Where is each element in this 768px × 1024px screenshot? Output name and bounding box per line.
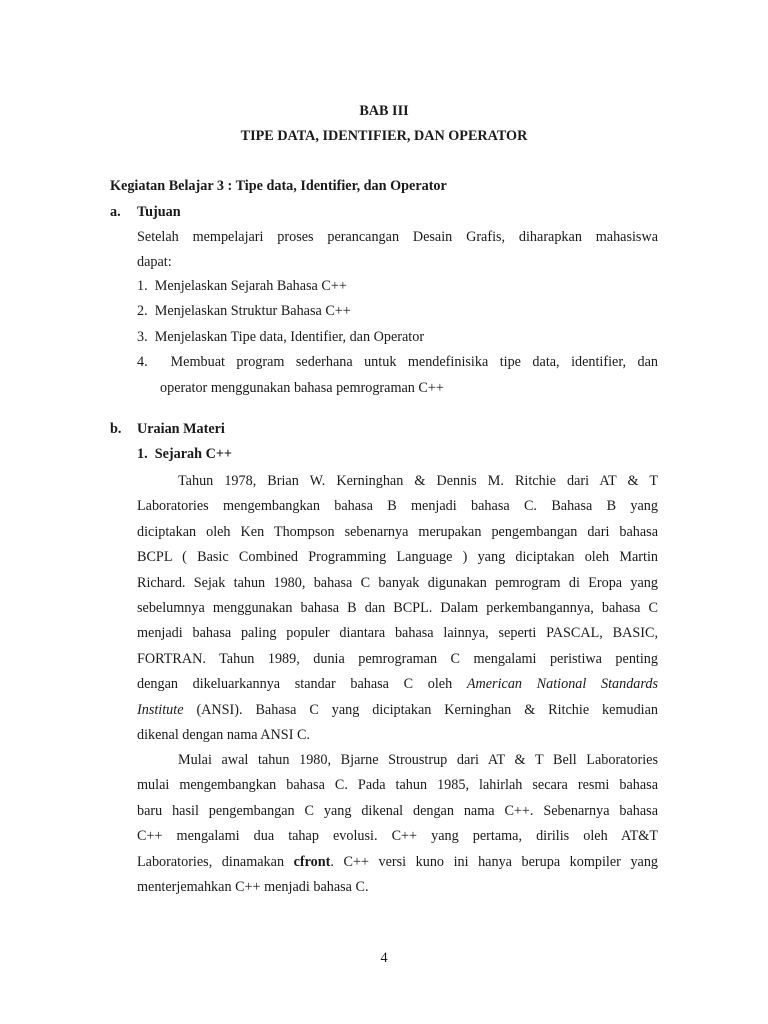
objective-item: 4. Membuat program sederhana untuk mendefinisika tipe data, identifier, dan	[137, 354, 658, 370]
objective-item: 1. Menjelaskan Sejarah Bahasa C++	[137, 278, 347, 294]
paragraph-line: Tahun 1978, Brian W. Kerninghan & Dennis M. Ritchie dari AT & T	[178, 473, 658, 489]
paragraph-line: Mulai awal tahun 1980, Bjarne Stroustrup dari AT & T Bell Laboratories	[178, 752, 658, 768]
history-paragraph-2	[137, 748, 658, 900]
line-text: dengan dikeluarkannya standar bahasa C oleh	[137, 676, 453, 693]
activity-heading: Kegiatan Belajar 3 : Tipe data, Identifier, dan Operator	[110, 178, 447, 194]
section-b-marker: b.	[110, 421, 122, 437]
paragraph-line: C++ mengalami dua tahap evolusi. C++ yang pertama, dirilis oleh AT&T	[137, 828, 658, 845]
paragraph-line: Richard. Sejak tahun 1980, bahasa C banyak digunakan pemrogram di Eropa yang	[137, 574, 658, 591]
paragraph-line	[137, 698, 658, 723]
paragraph-line: mulai mengembangkan bahasa C. Pada tahun 1985, lahirlah secara resmi bahasa	[137, 777, 658, 794]
objective-item: 3. Menjelaskan Tipe data, Identifier, dan Operator	[137, 329, 425, 345]
section-a-heading: Tujuan	[137, 204, 181, 220]
subsection-heading: 1. Sejarah C++	[137, 446, 232, 462]
cfront-term: cfront	[293, 853, 331, 870]
paragraph-line: FORTRAN. Tahun 1989, dunia pemrograman C mengalami peristiwa penting	[137, 650, 658, 667]
paragraph-line: sebelumnya menggunakan bahasa B dan BCPL. Dalam perkembangannya, bahasa C	[137, 599, 658, 616]
section-b-heading: Uraian Materi	[137, 421, 225, 437]
ansi-name-italic: Institute	[137, 701, 184, 718]
chapter-title: TIPE DATA, IDENTIFIER, DAN OPERATOR	[240, 128, 528, 144]
paragraph-line: menjadi bahasa paling populer diantara bahasa lainnya, seperti PASCAL, BASIC,	[137, 625, 658, 642]
paragraph-line: dikenal dengan nama ANSI C.	[137, 726, 310, 743]
section-a-intro-line: dapat:	[137, 254, 172, 270]
line-text: . C++ versi kuno ini hanya berupa kompiler yang	[330, 853, 659, 870]
history-paragraph-1	[137, 469, 658, 748]
line-text: (ANSI). Bahasa C yang diciptakan Kerninghan & Ritchie kemudian	[196, 701, 659, 718]
section-a-intro-line: Setelah mempelajari proses perancangan Desain Grafis, diharapkan mahasiswa	[137, 229, 658, 245]
paragraph-line	[137, 850, 658, 875]
paragraph-line: BCPL ( Basic Combined Programming Language ) yang diciptakan oleh Martin	[137, 549, 658, 566]
objective-item: 2. Menjelaskan Struktur Bahasa C++	[137, 303, 351, 319]
objective-item-continuation: operator menggunakan bahasa pemrograman C++	[160, 380, 444, 396]
paragraph-line: menterjemahkan C++ menjadi bahasa C.	[137, 878, 369, 895]
paragraph-line: Laboratories mengembangkan bahasa B menjadi bahasa C. Bahasa B yang	[137, 498, 658, 515]
chapter-label: BAB III	[359, 103, 409, 119]
line-text: Laboratories, dinamakan	[137, 853, 285, 870]
paragraph-line: baru hasil pengembangan C yang dikenal dengan nama C++. Sebenarnya bahasa	[137, 802, 658, 819]
page-number: 4	[380, 950, 388, 966]
ansi-name-italic: American National Standards	[466, 676, 658, 693]
section-a-marker: a.	[110, 204, 121, 220]
paragraph-line	[137, 672, 658, 697]
paragraph-line: diciptakan oleh Ken Thompson sebenarnya merupakan pengembangan dari bahasa	[137, 523, 658, 540]
